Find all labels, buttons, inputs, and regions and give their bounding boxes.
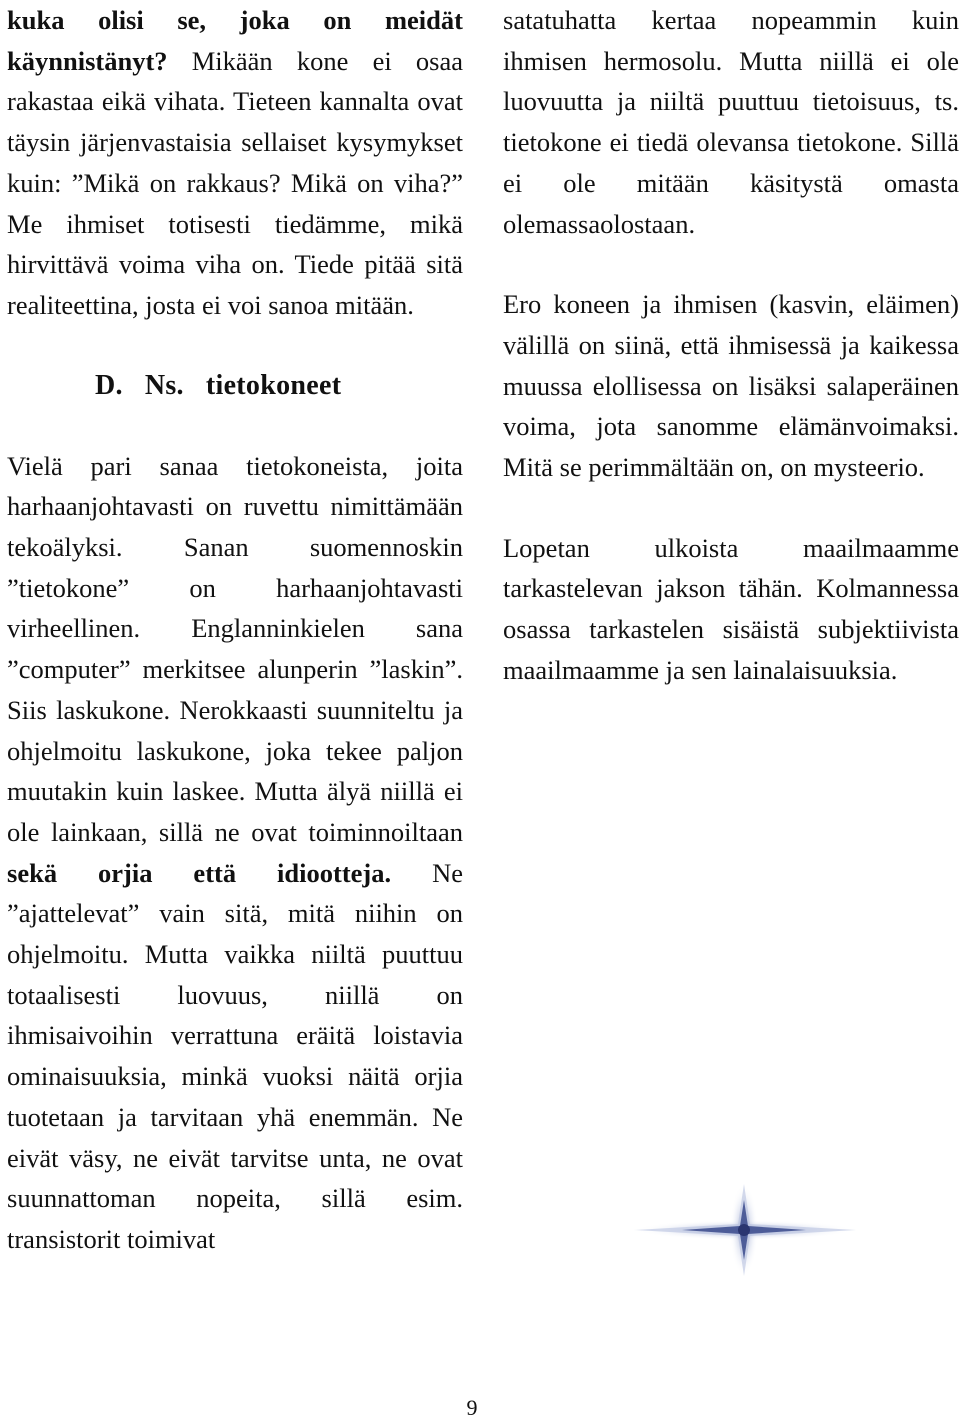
- paragraph-intro-rest: Mikään kone ei osaa rakastaa eikä vihata. Tieteen kannalta ovat täysin järjenvastaisia sellaiset kysymykset kuin: ”Mikä on rakkaus? Mikä on viha?” Me ihmiset totisesti tiedämme, mikä hirvittävä voima viha on. Tiede pitää sitä realiteettina, josta ei voi sanoa mitään.: [7, 45, 463, 320]
- star-ornament-icon: [626, 1178, 866, 1278]
- paragraph-computers-bold: sekä orjia että idiootteja.: [7, 857, 392, 888]
- section-heading-letter: D.: [95, 369, 123, 401]
- paragraph-computers-part2: Ne ”ajattelevat” vain sitä, mitä niihin on ohjelmoitu. Mutta vaikka niiltä puuttuu totaalisesti luovuus, niillä on ihmisaivoihin verrattuna eräitä loistavia ominaisuuksia, minkä vuoksi näitä orjia tuotetaan ja tarvitaan yhä enemmän. Ne eivät väsy, ne eivät tarvitse unta, ne ovat suunnattoman nopeita, sillä esim. transistorit toimivat: [7, 857, 464, 1254]
- paragraph-intro-lead: kuka olisi se, joka on meidät käynnistänyt?: [7, 5, 463, 76]
- paragraph-continuation: satatuhatta kertaa nopeammin kuin ihmisen hermosolu. Mutta niillä ei ole luovuutta ja niiltä puuttuu tietoisuus, ts. tietokone ei tiedä olevansa tietokone. Sillä ei ole mitään käsitystä omasta olemassaolostaan.: [503, 5, 959, 239]
- paragraph-computers: [7, 446, 463, 1260]
- paragraph-closing: Lopetan ulkoista maailmaamme tarkastelevan jakson tähän. Kolmannessa osassa tarkastelen sisäistä subjektiivista maailmaamme ja sen lainalaisuuksia.: [503, 532, 959, 685]
- left-column: [7, 0, 463, 1260]
- section-heading-title: tietokoneet: [205, 369, 342, 401]
- section-heading: [95, 366, 463, 406]
- paragraph-life-force: Ero koneen ja ihmisen (kasvin, eläimen) välillä on siinä, että ihmisessä ja kaikessa muussa elollisessa on lisäksi salaperäinen voima, jota sanomme elämänvoimaksi. Mitä se perimmältään on, on mysteerio.: [503, 289, 959, 483]
- section-heading-prefix: Ns.: [144, 369, 184, 401]
- page-number: 9: [466, 1395, 478, 1420]
- right-column: [503, 0, 959, 691]
- paragraph-intro: [7, 0, 463, 326]
- paragraph-computers-part1: Vielä pari sanaa tietokoneista, joita harhaanjohtavasti on ruvettu nimittämään tekoälyksi. Sanan suomennoskin ”tietokone” on harhaanjohtavasti virheellinen. Englanninkielen sana ”computer” merkitsee alunperin ”laskin”. Siis laskukone. Nerokkaasti suunniteltu ja ohjelmoitu laskukone, joka tekee paljon muutakin kuin laskee. Mutta älyä niillä ei ole lainkaan, sillä ne ovat toiminnoiltaan: [7, 450, 463, 847]
